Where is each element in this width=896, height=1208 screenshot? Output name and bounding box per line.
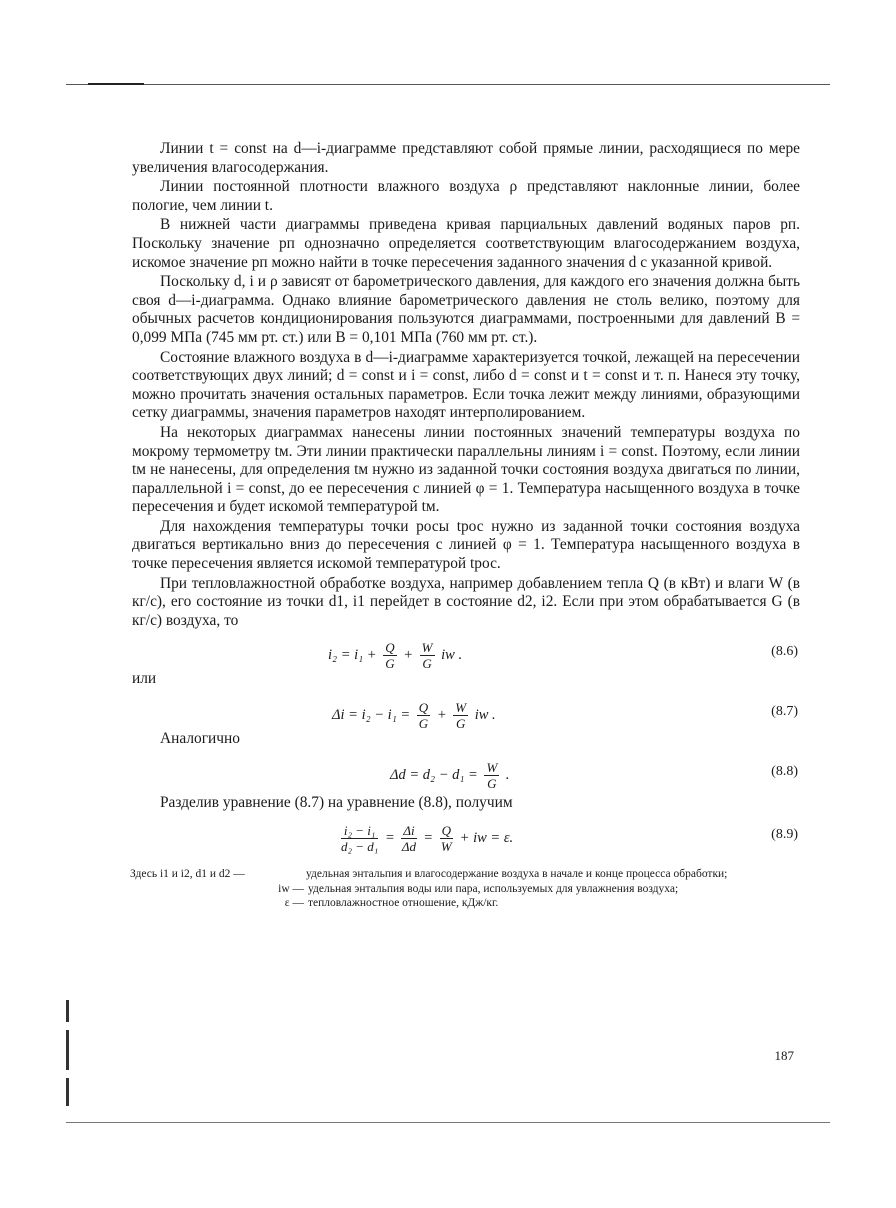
note-text: тепловлажностное отношение, кДж/кг. (308, 897, 499, 910)
formula-8-8 (132, 750, 800, 792)
formula-8-7-tail: iw . (474, 707, 496, 724)
plus-sign: + (436, 707, 447, 724)
word-analogichno: Аналогично (160, 730, 240, 748)
word-ili: или (132, 670, 157, 688)
formula-8-7 (132, 690, 800, 732)
note-row (132, 882, 800, 897)
page-number: 187 (774, 1048, 794, 1063)
paragraph-6: На некоторых диаграммах нанесены линии постоянных значений температуры воздуха по мокрому термометру tм. Эти линии практически параллельны линиям i = const. Поэтому, если линии tм не нанесены, для определения tм нужно из заданной точки состояния воздуха двигаться по линии, параллельной i = const, до ее пересечения с линией φ = 1. Температура насыщенного воздуха в точке пересечения и будет искомой температурой tм. (132, 423, 800, 516)
header-rule-accent (88, 83, 144, 85)
paragraph-3: В нижней части диаграммы приведена кривая парциальных давлений водяных паров pп. Поскольку значение pп однозначно определяется соответствующим влагосодержанием воздуха, искомое значение pп можно найти в точке пересечения заданного значения d с указанной кривой. (132, 216, 800, 271)
formula-8-8-tail: . (505, 767, 510, 784)
notes-block (132, 867, 800, 911)
formula-8-9-tail: + iw = ε. (459, 829, 514, 846)
equation-number-8-8: (8.8) (771, 764, 798, 780)
equation-number-8-6: (8.6) (771, 644, 798, 660)
note-row (132, 896, 800, 911)
paragraph-2: Линии постоянной плотности влажного воздуха ρ представляют наклонные линии, более пологие, чем линии t. (132, 178, 800, 214)
fraction-w-over-g: $\frac{W}{G}$ (455, 700, 467, 732)
fraction-delta-i-over-delta-d: $\frac{\Delta i}{\Delta d}$ (401, 823, 417, 855)
note-label: Здесь i1 и i2, d1 и d2 — (130, 868, 245, 881)
fraction-w-over-g: $\frac{W}{G}$ (421, 640, 433, 672)
fraction-q-over-w: $\frac{Q}{W}$ (440, 823, 452, 855)
note-label: iw — (278, 882, 304, 895)
paragraph-dividing: Разделив уравнение (8.7) на уравнение (8.8), получим (160, 794, 513, 812)
equals-sign: = (384, 829, 395, 846)
fraction-q-over-g: $\frac{Q}{G}$ (385, 640, 395, 672)
paragraph-5: Состояние влажного воздуха в d—i-диаграмме характеризуется точкой, лежащей на пересечении соответствующих двух линий; d = const и i = const, либо d = const и t = const и т. п. Нанеся эту точку, можно прочитать значения остальных параметров. Если точка лежит между линиями, образующими сетку диаграммы, значения параметров находят интерполированием. (132, 348, 800, 422)
paragraph-4: Поскольку d, i и ρ зависят от барометрического давления, для каждого его значения должна быть своя d—i-диаграмма. Однако влияние барометрического давления не столь велико, поэтому для обычных расчетов кондиционирования пользуются диаграммами, построенными для давлений B = 0,099 МПа (745 мм рт. ст.) или B = 0,101 МПа (760 мм рт. ст.). (132, 273, 800, 346)
fraction-di-over-dd-explicit: $\frac{\text{i₂ − i₁}}{\text{d₂ − d₁}}$ (341, 823, 379, 855)
footer-rule (66, 1122, 830, 1123)
note-text: удельная энтальпия и влагосодержание воздуха в начале и конце процесса обработки; (306, 868, 728, 881)
formula-8-7-lhs: Δi = i₂ − i₁ = (332, 707, 411, 724)
formula-8-6-lhs: i₂ = i₁ + (328, 647, 377, 664)
formula-8-9 (132, 813, 800, 857)
equation-number-8-9: (8.9) (771, 827, 798, 843)
formula-8-8-lhs: Δd = d₂ − d₁ = (390, 767, 478, 784)
page-content (132, 140, 800, 911)
formula-8-6-tail: iw . (441, 647, 463, 664)
equation-number-8-7: (8.7) (771, 704, 798, 720)
scan-margin-mark (64, 1000, 74, 1110)
fraction-q-over-g: $\frac{Q}{G}$ (418, 700, 429, 732)
header-rule (66, 84, 830, 85)
note-label: ε — (284, 897, 304, 910)
plus-sign: + (403, 647, 414, 664)
note-text: удельная энтальпия воды или пара, используемых для увлажнения воздуха; (308, 882, 679, 895)
paragraph-8: При тепловлажностной обработке воздуха, например добавлением тепла Q (в кВт) и влаги W (в кг/с), его состояние из точки d1, i1 перейдет в состояние d2, i2. Если при этом обрабатывается G (в кг/с) воздуха, то (132, 574, 800, 629)
formula-8-6 (132, 630, 800, 672)
paragraph-7: Для нахождения температуры точки росы tрос нужно из заданной точки состояния воздуха двигаться вертикально вниз до пересечения с линией φ = 1. Температура насыщенного воздуха в точке пересечения является искомой температурой tрос. (132, 517, 800, 573)
paragraph-1: Линии t = const на d—i-диаграмме представляют собой прямые линии, расходящиеся по мере увеличения влагосодержания. (132, 140, 800, 176)
note-row (132, 867, 800, 882)
equals-sign: = (423, 829, 434, 846)
fraction-w-over-g: $\frac{W}{G}$ (486, 760, 498, 792)
